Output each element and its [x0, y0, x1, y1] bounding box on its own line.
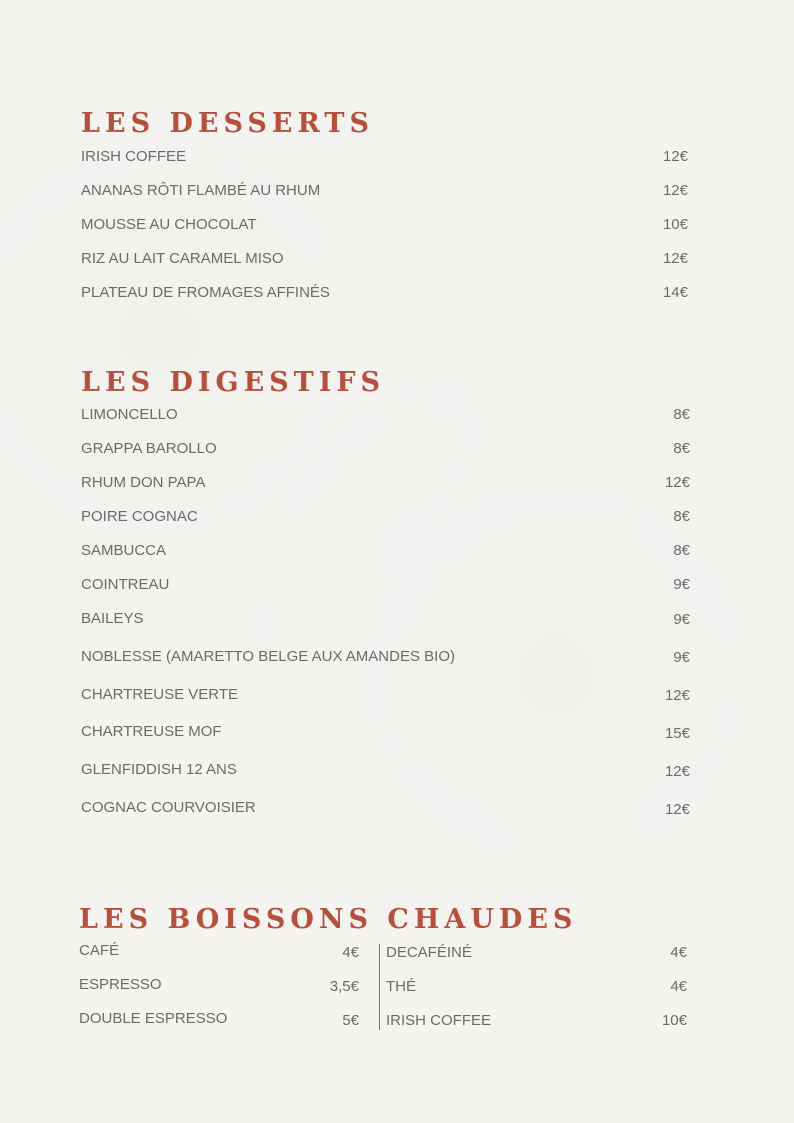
digestif-item-price: 8€ [673, 440, 690, 457]
hot-drink-item-price: 10€ [661, 1012, 687, 1029]
digestif-item-price: 12€ [664, 801, 690, 818]
desserts-title: LES DESSERTS [81, 108, 374, 139]
hot-drink-item-name: DECAFÉINÉ [386, 944, 472, 961]
hot-drink-item-price: 5€ [342, 1012, 359, 1029]
digestif-item-name: GLENFIDDISH 12 ANS [81, 761, 237, 778]
dessert-item-price: 12€ [662, 182, 688, 199]
hot-drink-item-name: DOUBLE ESPRESSO [79, 1010, 228, 1027]
hot-drinks-title: LES BOISSONS CHAUDES [79, 904, 578, 935]
dessert-item-name: RIZ AU LAIT CARAMEL MISO [81, 250, 284, 267]
digestif-item-name: SAMBUCCA [81, 542, 167, 559]
digestif-item-name: COINTREAU [81, 576, 170, 593]
digestif-item-price: 12€ [664, 687, 690, 704]
digestif-item-name: GRAPPA BAROLLO [81, 440, 217, 457]
digestif-item-price: 9€ [673, 576, 690, 593]
digestif-item-name: COGNAC COURVOISIER [81, 799, 256, 816]
hot-drink-item-name: CAFÉ [79, 942, 120, 959]
digestif-item-price: 12€ [664, 763, 690, 780]
hot-drink-item-name: ESPRESSO [79, 976, 162, 993]
digestif-item-name: POIRE COGNAC [81, 508, 198, 525]
digestif-item-name: LIMONCELLO [81, 406, 178, 423]
digestif-item-price: 12€ [664, 474, 690, 491]
dessert-item-price: 12€ [662, 250, 688, 267]
digestif-item-price: 15€ [664, 725, 690, 742]
hot-drink-item-price: 4€ [670, 978, 687, 995]
digestif-item-name: BAILEYS [81, 610, 144, 627]
dessert-item-price: 12€ [662, 148, 688, 165]
dessert-item-name: PLATEAU DE FROMAGES AFFINÉS [81, 284, 330, 301]
digestif-item-price: 8€ [673, 406, 690, 423]
dessert-item-name: MOUSSE AU CHOCOLAT [81, 216, 257, 233]
hot-drink-item-price: 4€ [670, 944, 687, 961]
digestif-item-price: 9€ [673, 611, 690, 628]
digestif-item-name: CHARTREUSE VERTE [81, 686, 238, 703]
digestif-item-name: CHARTREUSE MOF [81, 723, 222, 740]
digestifs-title: LES DIGESTIFS [81, 367, 386, 398]
hot-drink-item-name: THÉ [386, 978, 416, 995]
column-divider [379, 944, 380, 1030]
dessert-item-price: 14€ [662, 284, 688, 301]
hot-drink-item-price: 4€ [342, 944, 359, 961]
digestif-item-price: 9€ [673, 649, 690, 666]
digestif-item-name: RHUM DON PAPA [81, 474, 206, 491]
digestif-item-name: NOBLESSE (AMARETTO BELGE AUX AMANDES BIO) [81, 648, 455, 665]
dessert-item-name: IRISH COFFEE [81, 148, 187, 165]
digestif-item-price: 8€ [673, 508, 690, 525]
dessert-item-name: ANANAS RÔTI FLAMBÉ AU RHUM [81, 182, 321, 199]
dessert-item-price: 10€ [662, 216, 688, 233]
hot-drink-item-price: 3,5€ [329, 978, 359, 995]
digestif-item-price: 8€ [673, 542, 690, 559]
hot-drink-item-name: IRISH COFFEE [386, 1012, 492, 1029]
